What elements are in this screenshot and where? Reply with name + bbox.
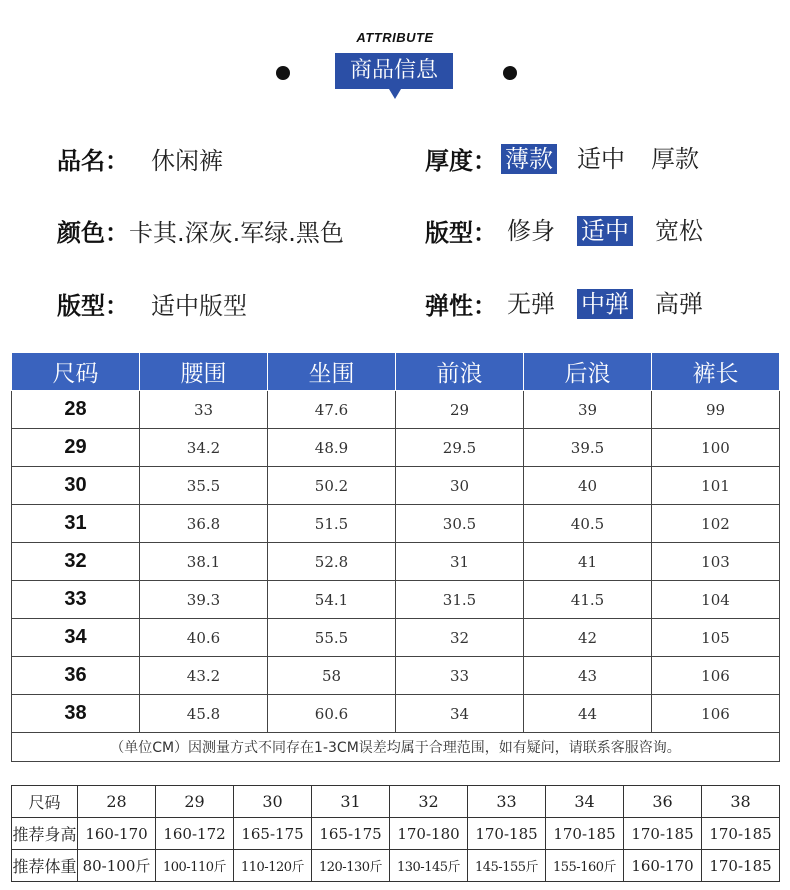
measurement-cell: 32 — [396, 619, 524, 657]
recommend-height-cell: 170-185 — [546, 818, 624, 850]
fit-option-loose: 宽松 — [655, 216, 703, 245]
recommend-weight-cell: 155-160斤 — [546, 850, 624, 882]
measurement-cell: 58 — [268, 657, 396, 695]
attr-color — [57, 213, 344, 248]
attr-thickness — [425, 141, 703, 176]
size-cell: 33 — [12, 581, 140, 619]
size-table-note-row — [12, 733, 780, 762]
col-header-front-rise: 前浪 — [396, 353, 524, 391]
measurement-cell: 30.5 — [396, 505, 524, 543]
attr-fit-left — [57, 286, 247, 321]
measurement-cell: 103 — [652, 543, 780, 581]
size-cell: 36 — [12, 657, 140, 695]
recommend-height-cell: 165-175 — [234, 818, 312, 850]
measurement-cell: 33 — [140, 391, 268, 429]
attr-color-label: 颜色： — [57, 219, 129, 247]
attr-fit-label: 版型： — [425, 219, 497, 247]
size-table-row — [12, 581, 780, 619]
col-header-size: 尺码 — [12, 353, 140, 391]
recommend-height-cell: 165-175 — [312, 818, 390, 850]
measurement-cell: 41.5 — [524, 581, 652, 619]
fit-option-slim: 修身 — [507, 216, 555, 245]
elasticity-option-high: 高弹 — [655, 289, 703, 318]
measurement-cell: 48.9 — [268, 429, 396, 467]
measurement-cell: 39.5 — [524, 429, 652, 467]
recommend-weight-cell: 100-110斤 — [156, 850, 234, 882]
measurement-cell: 34 — [396, 695, 524, 733]
size-cell: 30 — [12, 467, 140, 505]
col-header-back-rise: 后浪 — [524, 353, 652, 391]
measurement-cell: 39 — [524, 391, 652, 429]
size-table-row — [12, 505, 780, 543]
measurement-cell: 55.5 — [268, 619, 396, 657]
recommend-size-cell: 36 — [624, 786, 702, 818]
recommend-height-cell: 160-170 — [78, 818, 156, 850]
decorative-dot-left — [276, 66, 290, 80]
attr-elasticity-label: 弹性： — [425, 292, 497, 320]
measurement-cell: 29 — [396, 391, 524, 429]
measurement-cell: 40.6 — [140, 619, 268, 657]
measurement-cell: 42 — [524, 619, 652, 657]
recommend-weight-row — [12, 850, 780, 882]
elasticity-option-none: 无弹 — [507, 289, 555, 318]
measurement-cell: 40.5 — [524, 505, 652, 543]
attr-fit — [425, 213, 707, 248]
measurement-cell: 51.5 — [268, 505, 396, 543]
recommend-weight-cell: 110-120斤 — [234, 850, 312, 882]
recommend-size-cell: 31 — [312, 786, 390, 818]
elasticity-option-medium: 中弹 — [577, 289, 633, 319]
measurement-cell: 31.5 — [396, 581, 524, 619]
measurement-cell: 35.5 — [140, 467, 268, 505]
recommend-height-row — [12, 818, 780, 850]
measurement-cell: 43 — [524, 657, 652, 695]
measurement-cell: 100 — [652, 429, 780, 467]
size-table-row — [12, 695, 780, 733]
size-cell: 34 — [12, 619, 140, 657]
recommend-weight-label: 推荐体重 — [12, 850, 78, 882]
size-table-row — [12, 543, 780, 581]
thickness-option-thin: 薄款 — [501, 144, 557, 174]
recommend-weight-cell: 80-100斤 — [78, 850, 156, 882]
recommend-weight-cell: 145-155斤 — [468, 850, 546, 882]
attr-thickness-label: 厚度： — [425, 147, 497, 175]
measurement-cell: 47.6 — [268, 391, 396, 429]
attr-color-value: 卡其.深灰.军绿.黑色 — [129, 219, 344, 247]
recommend-weight-cell: 160-170 — [624, 850, 702, 882]
recommend-weight-cell: 170-185 — [702, 850, 780, 882]
size-table-row — [12, 619, 780, 657]
col-header-hip: 坐围 — [268, 353, 396, 391]
size-cell: 29 — [12, 429, 140, 467]
measurement-cell: 54.1 — [268, 581, 396, 619]
fit-option-regular: 适中 — [577, 216, 633, 246]
measurement-cell: 50.2 — [268, 467, 396, 505]
attr-name-value: 休闲裤 — [151, 147, 223, 175]
measurement-cell: 44 — [524, 695, 652, 733]
size-cell: 38 — [12, 695, 140, 733]
measurement-cell: 101 — [652, 467, 780, 505]
recommend-size-cell: 33 — [468, 786, 546, 818]
measurement-cell: 106 — [652, 695, 780, 733]
recommend-weight-cell: 120-130斤 — [312, 850, 390, 882]
recommend-table — [11, 785, 780, 882]
recommend-size-cell: 28 — [78, 786, 156, 818]
col-header-length: 裤长 — [652, 353, 780, 391]
size-cell: 31 — [12, 505, 140, 543]
measurement-cell: 39.3 — [140, 581, 268, 619]
thickness-option-thick: 厚款 — [651, 144, 699, 173]
size-table-header — [12, 353, 780, 391]
measurement-cell: 43.2 — [140, 657, 268, 695]
measurement-cell: 45.8 — [140, 695, 268, 733]
attr-name — [57, 141, 223, 176]
measurement-cell: 34.2 — [140, 429, 268, 467]
measurement-cell: 38.1 — [140, 543, 268, 581]
measurement-cell: 30 — [396, 467, 524, 505]
measurement-cell: 40 — [524, 467, 652, 505]
measurement-cell: 105 — [652, 619, 780, 657]
section-title: 商品信息 — [335, 53, 453, 89]
attr-fit-left-value: 适中版型 — [151, 292, 247, 320]
col-header-waist: 腰围 — [140, 353, 268, 391]
measurement-cell: 60.6 — [268, 695, 396, 733]
size-table-row — [12, 429, 780, 467]
recommend-size-cell: 29 — [156, 786, 234, 818]
section-title-caret — [389, 89, 401, 99]
size-cell: 32 — [12, 543, 140, 581]
recommend-height-cell: 170-180 — [390, 818, 468, 850]
measurement-cell: 52.8 — [268, 543, 396, 581]
measurement-cell: 31 — [396, 543, 524, 581]
attr-elasticity — [425, 286, 707, 321]
measurement-cell: 106 — [652, 657, 780, 695]
measurement-cell: 104 — [652, 581, 780, 619]
recommend-size-row — [12, 786, 780, 818]
recommend-size-cell: 30 — [234, 786, 312, 818]
measurement-cell: 29.5 — [396, 429, 524, 467]
attr-name-label: 品名： — [57, 147, 129, 175]
recommend-height-cell: 160-172 — [156, 818, 234, 850]
recommend-size-cell: 32 — [390, 786, 468, 818]
thickness-option-medium: 适中 — [577, 144, 625, 173]
measurement-cell: 33 — [396, 657, 524, 695]
size-table-note: （单位CM）因测量方式不同存在1-3CM误差均属于合理范围，如有疑问，请联系客服咨询。 — [12, 733, 780, 762]
size-table-row — [12, 391, 780, 429]
attr-fit-left-label: 版型： — [57, 292, 129, 320]
recommend-weight-cell: 130-145斤 — [390, 850, 468, 882]
recommend-size-cell: 38 — [702, 786, 780, 818]
measurement-cell: 41 — [524, 543, 652, 581]
header-subtitle: ATTRIBUTE — [356, 30, 434, 45]
size-table-row — [12, 467, 780, 505]
recommend-size-label: 尺码 — [12, 786, 78, 818]
size-cell: 28 — [12, 391, 140, 429]
measurement-cell: 36.8 — [140, 505, 268, 543]
size-table-row — [12, 657, 780, 695]
recommend-size-cell: 34 — [546, 786, 624, 818]
size-table — [11, 352, 780, 762]
recommend-height-label: 推荐身高 — [12, 818, 78, 850]
recommend-height-cell: 170-185 — [624, 818, 702, 850]
decorative-dot-right — [503, 66, 517, 80]
measurement-cell: 102 — [652, 505, 780, 543]
measurement-cell: 99 — [652, 391, 780, 429]
recommend-height-cell: 170-185 — [702, 818, 780, 850]
recommend-height-cell: 170-185 — [468, 818, 546, 850]
